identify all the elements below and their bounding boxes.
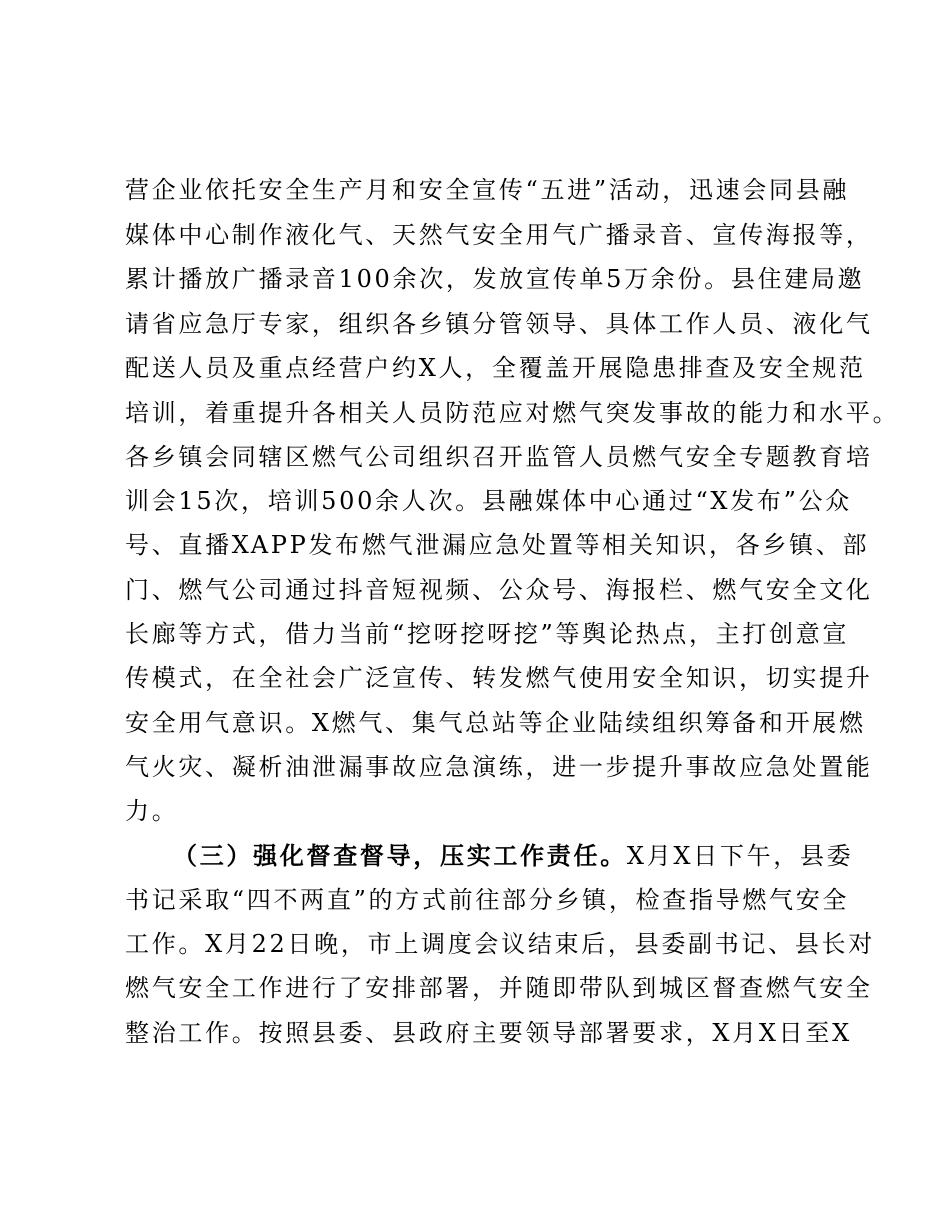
body-text-line: 配送人员及重点经营户约X人，全覆盖开展隐患排查及安全规范 xyxy=(125,354,866,382)
body-text-line: 工作。X月22日晚，市上调度会议结束后，县委副书记、县长对 xyxy=(125,930,875,958)
body-text-line: 安全用气意识。X燃气、集气总站等企业陆续组织筹备和开展燃 xyxy=(125,709,866,737)
body-text-line: 媒体中心制作液化气、天然气安全用气广播录音、宣传海报等， xyxy=(125,221,873,249)
section-heading: （三）强化督查督导，压实工作责任。 xyxy=(173,841,627,870)
body-text-line: 传模式，在全社会广泛宣传、转发燃气使用安全知识，切实提升 xyxy=(125,664,873,692)
body-text-line: 气火灾、凝析油泄漏事故应急演练，进一步提升事故应急处置能 xyxy=(125,753,873,781)
body-text-line: 请省应急厅专家，组织各乡镇分管领导、具体工作人员、液化气 xyxy=(125,310,873,338)
body-text-line: 各乡镇会同辖区燃气公司组织召开监管人员燃气安全专题教育培 xyxy=(125,443,873,471)
body-text-line: 书记采取“四不两直”的方式前往部分乡镇，检查指导燃气安全 xyxy=(125,886,850,914)
section-heading-line xyxy=(173,841,853,871)
body-text-line: 燃气安全工作进行了安排部署，并随即带队到城区督查燃气安全 xyxy=(125,974,873,1002)
body-text-line: 门、燃气公司通过抖音短视频、公众号、海报栏、燃气安全文化 xyxy=(125,576,873,604)
body-text-line: 培训，着重提升各相关人员防范应对燃气突发事故的能力和水平。 xyxy=(125,399,900,427)
body-text-line: 长廊等方式，借力当前“挖呀挖呀挖”等舆论热点，主打创意宣 xyxy=(125,620,850,648)
body-text-line: 整治工作。按照县委、县政府主要领导部署要求，X月X日至X xyxy=(125,1019,852,1047)
section-heading-continuation: X月X日下午，县委 xyxy=(626,842,854,870)
body-text-line: 号、直播XAPP发布燃气泄漏应急处置等相关知识，各乡镇、部 xyxy=(125,531,870,559)
body-text-line: 训会15次，培训500余人次。县融媒体中心通过“X发布”公众 xyxy=(125,487,852,515)
body-text-line: 营企业依托安全生产月和安全宣传“五进”活动，迅速会同县融 xyxy=(125,176,850,204)
body-text-line: 累计播放广播录音100余次，发放宣传单5万余份。县住建局邀 xyxy=(125,265,865,293)
body-text-line: 力。 xyxy=(125,797,179,825)
